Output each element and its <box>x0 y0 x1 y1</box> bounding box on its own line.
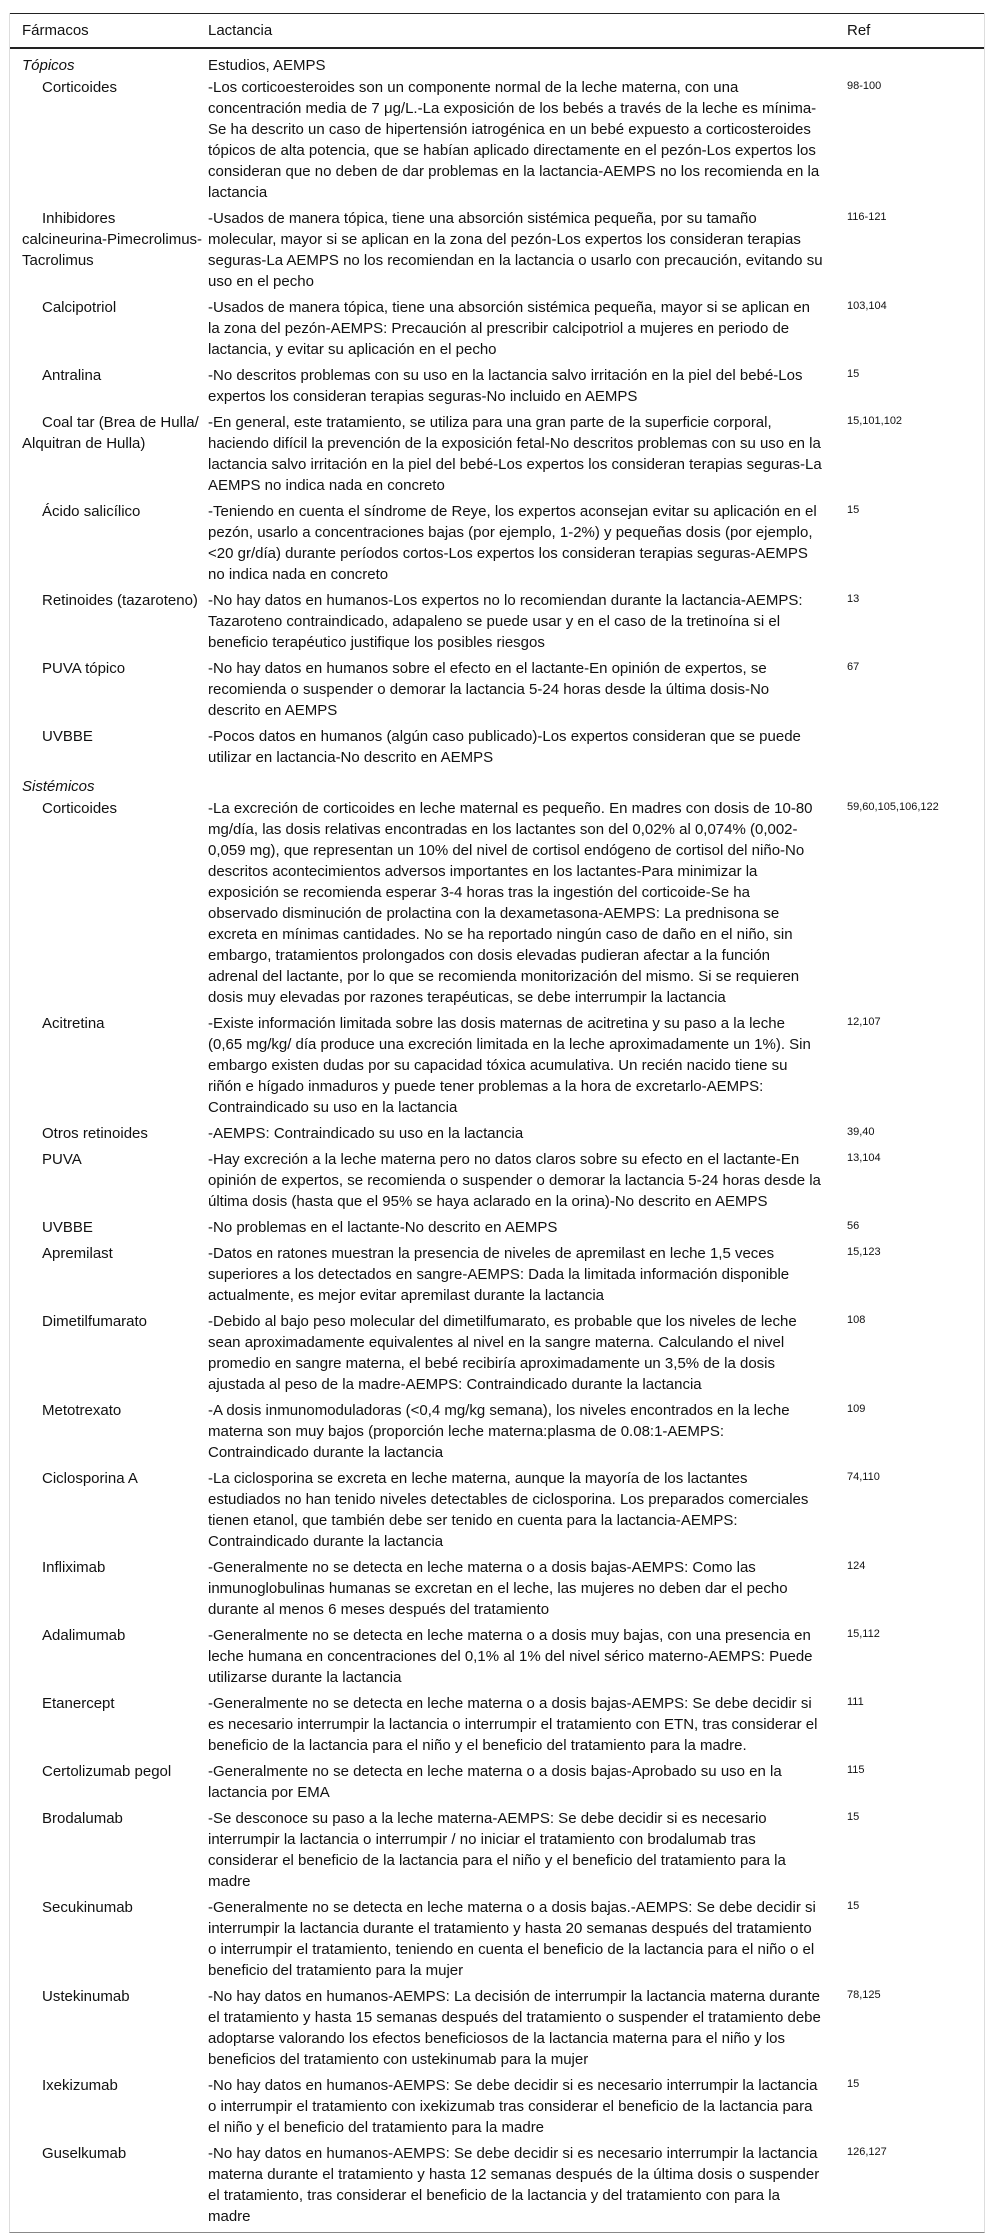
drug-name: PUVA <box>42 1151 82 1168</box>
drug-name: Secukinumab <box>42 1899 133 1916</box>
column-header-drugs: Fármacos <box>10 14 208 49</box>
lactation-text: -Generalmente no se detecta en leche materna o a dosis bajas-Aprobado su uso en la lactancia por EMA <box>208 1763 782 1801</box>
drug-name: Inhibidores calcineurina-Pimecrolimus-Tacrolimus <box>22 210 203 269</box>
drug-name: Antralina <box>42 367 102 384</box>
drug-cell <box>10 1243 208 1311</box>
table-row <box>10 1149 984 1217</box>
table-row <box>10 1897 984 1986</box>
column-header-lactation: Lactancia <box>208 14 847 49</box>
column-header-ref: Ref <box>847 14 984 49</box>
lactation-text: -No descritos problemas con su uso en la lactancia salvo irritación en la piel del bebé-Los expertos los consideran terapias seguras-No incluido en AEMPS <box>208 367 803 405</box>
reference: 111 <box>847 1696 864 1708</box>
drug-name: UVBBE <box>42 1219 93 1236</box>
table-row <box>10 1808 984 1897</box>
drug-name: PUVA tópico <box>42 660 126 677</box>
drug-cell <box>10 208 208 297</box>
table-row <box>10 297 984 365</box>
reference: 15,112 <box>847 1628 880 1640</box>
group-note <box>208 773 847 798</box>
drug-cell <box>10 1013 208 1123</box>
drug-name: UVBBE <box>42 728 93 745</box>
lactation-text: -Generalmente no se detecta en leche materna o a dosis muy bajas, con una presencia en leche humana en concentraciones del 0,1% al 1% del nivel sérico materno-AEMPS: Puede utilizarse durante la lactancia <box>208 1627 813 1686</box>
drug-cell <box>10 658 208 726</box>
reference: 109 <box>847 1403 866 1415</box>
table-row <box>10 1986 984 2075</box>
table-row <box>10 590 984 658</box>
drug-cell <box>10 590 208 658</box>
drug-name: Corticoides <box>42 800 118 817</box>
table-row <box>10 412 984 501</box>
lactation-text: -Datos en ratones muestran la presencia de niveles de apremilast en leche 1,5 veces superiores a los detectados en sangre-AEMPS: Dada la limitada información disponible actualmente, es mejor evitar apremilast durante la lactancia <box>208 1245 790 1304</box>
drug-cell <box>10 77 208 208</box>
lactation-text: -Los corticoesteroides son un componente normal de la leche materna, con una concentración media de 7 μg/L.-La exposición de los bebés a través de la leche es mínima-Se ha descrito un caso de hipertensión iatrogénica en un bebé expuesto a corticosteroides tópicos de alta potencia, que se habían aplicado directamente en el pezón-Los expertos los consideran que no deben de dar problemas en la lactancia-AEMPS no los recomienda en la lactancia <box>208 79 820 201</box>
drug-cell <box>10 1149 208 1217</box>
drug-name: Retinoides (tazaroteno) <box>42 592 198 609</box>
drug-name: Coal tar (Brea de Hulla/ Alquitran de Hulla) <box>22 414 199 452</box>
drug-cell <box>10 1468 208 1557</box>
lactation-text: -La ciclosporina se excreta en leche materna, aunque la mayoría de los lactantes estudiados no han tenido niveles detectables de ciclosporina. Los preparados comerciales tienen etanol, que también debe ser tenido en cuenta para la lactancia-AEMPS: Contraindicado durante la lactancia <box>208 1470 809 1550</box>
drug-name: Ácido salicílico <box>42 503 141 520</box>
lactation-text: -Pocos datos en humanos (algún caso publicado)-Los expertos consideran que se puede utilizar en lactancia-No descrito en AEMPS <box>208 728 801 766</box>
table-row <box>10 77 984 208</box>
drug-name: Acitretina <box>42 1015 105 1032</box>
drug-cell <box>10 1808 208 1897</box>
reference: 116-121 <box>847 211 887 223</box>
drug-name: Otros retinoides <box>42 1125 148 1142</box>
reference: 67 <box>847 661 860 673</box>
table-row <box>10 2075 984 2143</box>
drug-name: Brodalumab <box>42 1810 123 1827</box>
reference: 15 <box>847 504 860 516</box>
table-row <box>10 1311 984 1400</box>
lactation-text: -No hay datos en humanos-AEMPS: Se debe decidir si es necesario interrumpir la lactancia materna durante el tratamiento y hasta 12 semanas después de la última dosis o suspender el tratamiento, tras considerar el beneficio de la lactancia y del tratamiento con para la madre <box>208 2145 820 2225</box>
lactation-text: -Debido al bajo peso molecular del dimetilfumarato, es probable que los niveles de leche sean aproximadamente equivalentes al nivel en la sangre materna. Calculando el nivel promedio en sangre materna, el bebé recibiría aproximadamente un 3,5% de la dosis ajustada al peso de la madre-AEMPS: Contraindicado durante la lactancia <box>208 1313 797 1393</box>
table-header-row <box>10 14 984 49</box>
drug-cell <box>10 1123 208 1149</box>
drug-cell <box>10 1557 208 1625</box>
table-body <box>10 48 984 2232</box>
lactation-text: -Generalmente no se detecta en leche materna o a dosis bajas.-AEMPS: Se debe decidir si interrumpir la lactancia durante el tratamiento y hasta 20 semanas después del tratamiento o interrumpir el tratamiento, teniendo en cuenta el beneficio de la lactancia para el niño o el beneficio del tratamiento para la mujer <box>208 1899 816 1979</box>
reference: 15 <box>847 1811 860 1823</box>
table-row <box>10 1217 984 1243</box>
reference <box>847 726 984 773</box>
table-row <box>10 2143 984 2232</box>
drug-name: Etanercept <box>42 1695 115 1712</box>
table-row <box>10 1123 984 1149</box>
drug-name: Corticoides <box>42 79 118 96</box>
lactation-text: -Generalmente no se detecta en leche materna o a dosis bajas-AEMPS: Se debe decidir si es necesario interrumpir la lactancia o interrumpir el tratamiento con ETN, tras considerar el beneficio de la lactancia para el niño y el beneficio del tratamiento para la madre. <box>208 1695 818 1754</box>
table-row <box>10 1013 984 1123</box>
drug-name: Ixekizumab <box>42 2077 118 2094</box>
table-row <box>10 1625 984 1693</box>
reference: 124 <box>847 1560 866 1572</box>
lactation-text: -No hay datos en humanos-AEMPS: La decisión de interrumpir la lactancia materna durante el tratamiento y hasta 15 semanas después del tratamiento o suspender el tratamiento debe adoptarse valorando los efectos beneficiosos de la lactancia materna para el niño y los beneficios del tratamiento con ustekinumab para la mujer <box>208 1988 821 2068</box>
reference: 39,40 <box>847 1126 875 1138</box>
lactation-text: -Existe información limitada sobre las dosis maternas de acitretina y su paso a la leche (0,65 mg/kg/ día produce una excreción limitada en la leche aproximadamente un 1%). Sin embargo existen dudas por su capacidad tóxica acumulativa. Un recién nacido tiene su riñón e hígado inmaduros y puede tener problemas a la hora de excretarlo-AEMPS: Contraindicado su uso en la lactancia <box>208 1015 811 1116</box>
drug-cell <box>10 1986 208 2075</box>
reference: 126,127 <box>847 2146 887 2158</box>
reference: 74,110 <box>847 1471 880 1483</box>
group-row <box>10 48 984 77</box>
drug-name: Calcipotriol <box>42 299 117 316</box>
drug-cell <box>10 726 208 773</box>
table-row <box>10 365 984 412</box>
drug-name: Certolizumab pegol <box>42 1763 172 1780</box>
lactation-text: -La excreción de corticoides en leche maternal es pequeño. En madres con dosis de 10-80 mg/día, las dosis relativas encontradas en los lactantes son del 0,02% al 0,074% (0,002-0,059 mg), que representan un 10% del nivel de cortisol endógeno de cortisol del niño-No descritos acontecimientos adversos importantes en los lactantes-Para minimizar la exposición se recomienda esperar 3-4 horas tras la ingestión del corticoide-Se ha observado disminución de prolactina con la dexametasona-AEMPS: La prednisona se excreta en mínimas cantidades. No se ha reportado ningún caso de daño en el niño, sin embargo, tratamientos prolongados con dosis elevadas pudieran afectar a la función adrenal del lactante, por lo que se recomienda monitorización del mismo. Si se requieren dosis muy elevadas por razones terapéuticas, se debe interrumpir la lactancia <box>208 800 813 1006</box>
table-row <box>10 1400 984 1468</box>
lactation-text: -En general, este tratamiento, se utiliza para una gran parte de la superficie corporal, haciendo difícil la prevención de la exposición fetal-No descritos problemas con su uso en la lactancia salvo irritación en la piel del bebé-Los expertos los consideran terapias seguras-La AEMPS no indica nada en concreto <box>208 414 822 494</box>
lactation-text: -Teniendo en cuenta el síndrome de Reye, los expertos aconsejan evitar su aplicación en el pezón, usarlo a concentraciones bajas (por ejemplo, 1-2%) y pequeñas dosis (por ejemplo, <20 gr/día) durante períodos cortos-Los expertos los consideran terapias seguras-AEMPS no indica nada en concreto <box>208 503 817 583</box>
table-row <box>10 1557 984 1625</box>
drug-cell <box>10 365 208 412</box>
lactation-text: -Usados de manera tópica, tiene una absorción sistémica pequeña, mayor si se aplican en la zona del pezón-AEMPS: Precaución al prescribir calcipotriol a mujeres en periodo de lactancia, y evitar su aplicación en el pecho <box>208 299 811 358</box>
lactation-text: -Generalmente no se detecta en leche materna o a dosis bajas-AEMPS: Como las inmunoglobulinas humanas se excretan en el leche, las mujeres no deben dar el pecho durante al menos 6 meses después del tratamiento <box>208 1559 788 1618</box>
table-row <box>10 1468 984 1557</box>
drug-name: Guselkumab <box>42 2145 127 2162</box>
group-note: Estudios, AEMPS <box>208 57 326 74</box>
lactation-text: -No hay datos en humanos-AEMPS: Se debe decidir si es necesario interrumpir la lactancia o interrumpir el tratamiento con ixekizumab tras considerar el beneficio de la lactancia para el niño y el beneficio del tratamiento para la madre <box>208 2077 818 2136</box>
table-row <box>10 208 984 297</box>
drug-cell <box>10 1897 208 1986</box>
table-row <box>10 1693 984 1761</box>
reference: 15 <box>847 368 860 380</box>
drug-cell <box>10 1761 208 1808</box>
group-label: Tópicos <box>22 57 75 74</box>
drug-cell <box>10 501 208 590</box>
lactation-text: -A dosis inmunomoduladoras (<0,4 mg/kg semana), los niveles encontrados en la leche materna son muy bajos (proporción leche materna:plasma de 0.08:1-AEMPS: Contraindicado durante la lactancia <box>208 1402 790 1461</box>
reference: 108 <box>847 1314 866 1326</box>
reference: 15 <box>847 1900 860 1912</box>
drug-cell <box>10 798 208 1013</box>
drug-cell <box>10 2143 208 2232</box>
table-row <box>10 1243 984 1311</box>
reference: 15,123 <box>847 1246 881 1258</box>
reference: 98-100 <box>847 80 882 92</box>
drug-name: Apremilast <box>42 1245 113 1262</box>
reference: 56 <box>847 1220 860 1232</box>
lactation-text: -Hay excreción a la leche materna pero no datos claros sobre su efecto en el lactante-En opinión de expertos, se recomienda o suspender o demorar la lactancia 5-24 horas desde la última dosis (hasta que el 95% se haya aclarado en la orina)-No descrito en AEMPS <box>208 1151 821 1210</box>
drug-name: Dimetilfumarato <box>42 1313 148 1330</box>
group-row <box>10 773 984 798</box>
drug-cell <box>10 1217 208 1243</box>
reference: 59,60,105,106,122 <box>847 801 939 813</box>
table-row <box>10 658 984 726</box>
group-ref-cell <box>847 773 984 798</box>
lactation-text: -No hay datos en humanos sobre el efecto en el lactante-En opinión de expertos, se recomienda o suspender o demorar la lactancia 5-24 horas desde la última dosis-No descrito en AEMPS <box>208 660 770 719</box>
drug-cell <box>10 297 208 365</box>
table-row <box>10 1761 984 1808</box>
reference: 15 <box>847 2078 860 2090</box>
table-row <box>10 501 984 590</box>
drug-name: Metotrexato <box>42 1402 122 1419</box>
reference: 78,125 <box>847 1989 881 2001</box>
drug-cell <box>10 412 208 501</box>
reference: 13,104 <box>847 1152 881 1164</box>
group-label: Sistémicos <box>22 778 95 795</box>
lactation-drug-table-container <box>9 13 985 2233</box>
reference: 103,104 <box>847 300 887 312</box>
drug-cell <box>10 1400 208 1468</box>
drug-name: Ciclosporina A <box>42 1470 138 1487</box>
drug-name: Ustekinumab <box>42 1988 130 2005</box>
lactation-text: -Usados de manera tópica, tiene una absorción sistémica pequeña, por su tamaño molecular, mayor si se aplican en la zona del pezón-Los expertos los consideran terapias seguras-La AEMPS no los recomiendan en la lactancia o usarlo con precaución, evitando su uso en el pecho <box>208 210 823 290</box>
drug-cell <box>10 1693 208 1761</box>
table-row <box>10 798 984 1013</box>
lactation-drug-table <box>10 13 984 2232</box>
drug-name: Infliximab <box>42 1559 106 1576</box>
reference: 15,101,102 <box>847 415 903 427</box>
reference: 13 <box>847 593 860 605</box>
lactation-text: -Se desconoce su paso a la leche materna-AEMPS: Se debe decidir si es necesario interrumpir la lactancia o interrumpir / no iniciar el tratamiento con brodalumab tras considerar el beneficio de la lactancia para el niño y el beneficio del tratamiento para la madre <box>208 1810 786 1890</box>
drug-cell <box>10 1625 208 1693</box>
reference: 115 <box>847 1764 865 1776</box>
drug-cell <box>10 2075 208 2143</box>
group-ref-cell <box>847 48 984 77</box>
lactation-text: -AEMPS: Contraindicado su uso en la lactancia <box>208 1125 524 1142</box>
lactation-text: -No problemas en el lactante-No descrito en AEMPS <box>208 1219 558 1236</box>
drug-name: Adalimumab <box>42 1627 126 1644</box>
table-row <box>10 726 984 773</box>
drug-cell <box>10 1311 208 1400</box>
reference: 12,107 <box>847 1016 881 1028</box>
lactation-text: -No hay datos en humanos-Los expertos no lo recomiendan durante la lactancia-AEMPS: Tazaroteno contraindicado, adapaleno se puede usar y en el caso de la tretinoína si el beneficio terapéutico justifique los posibles riesgos <box>208 592 803 651</box>
